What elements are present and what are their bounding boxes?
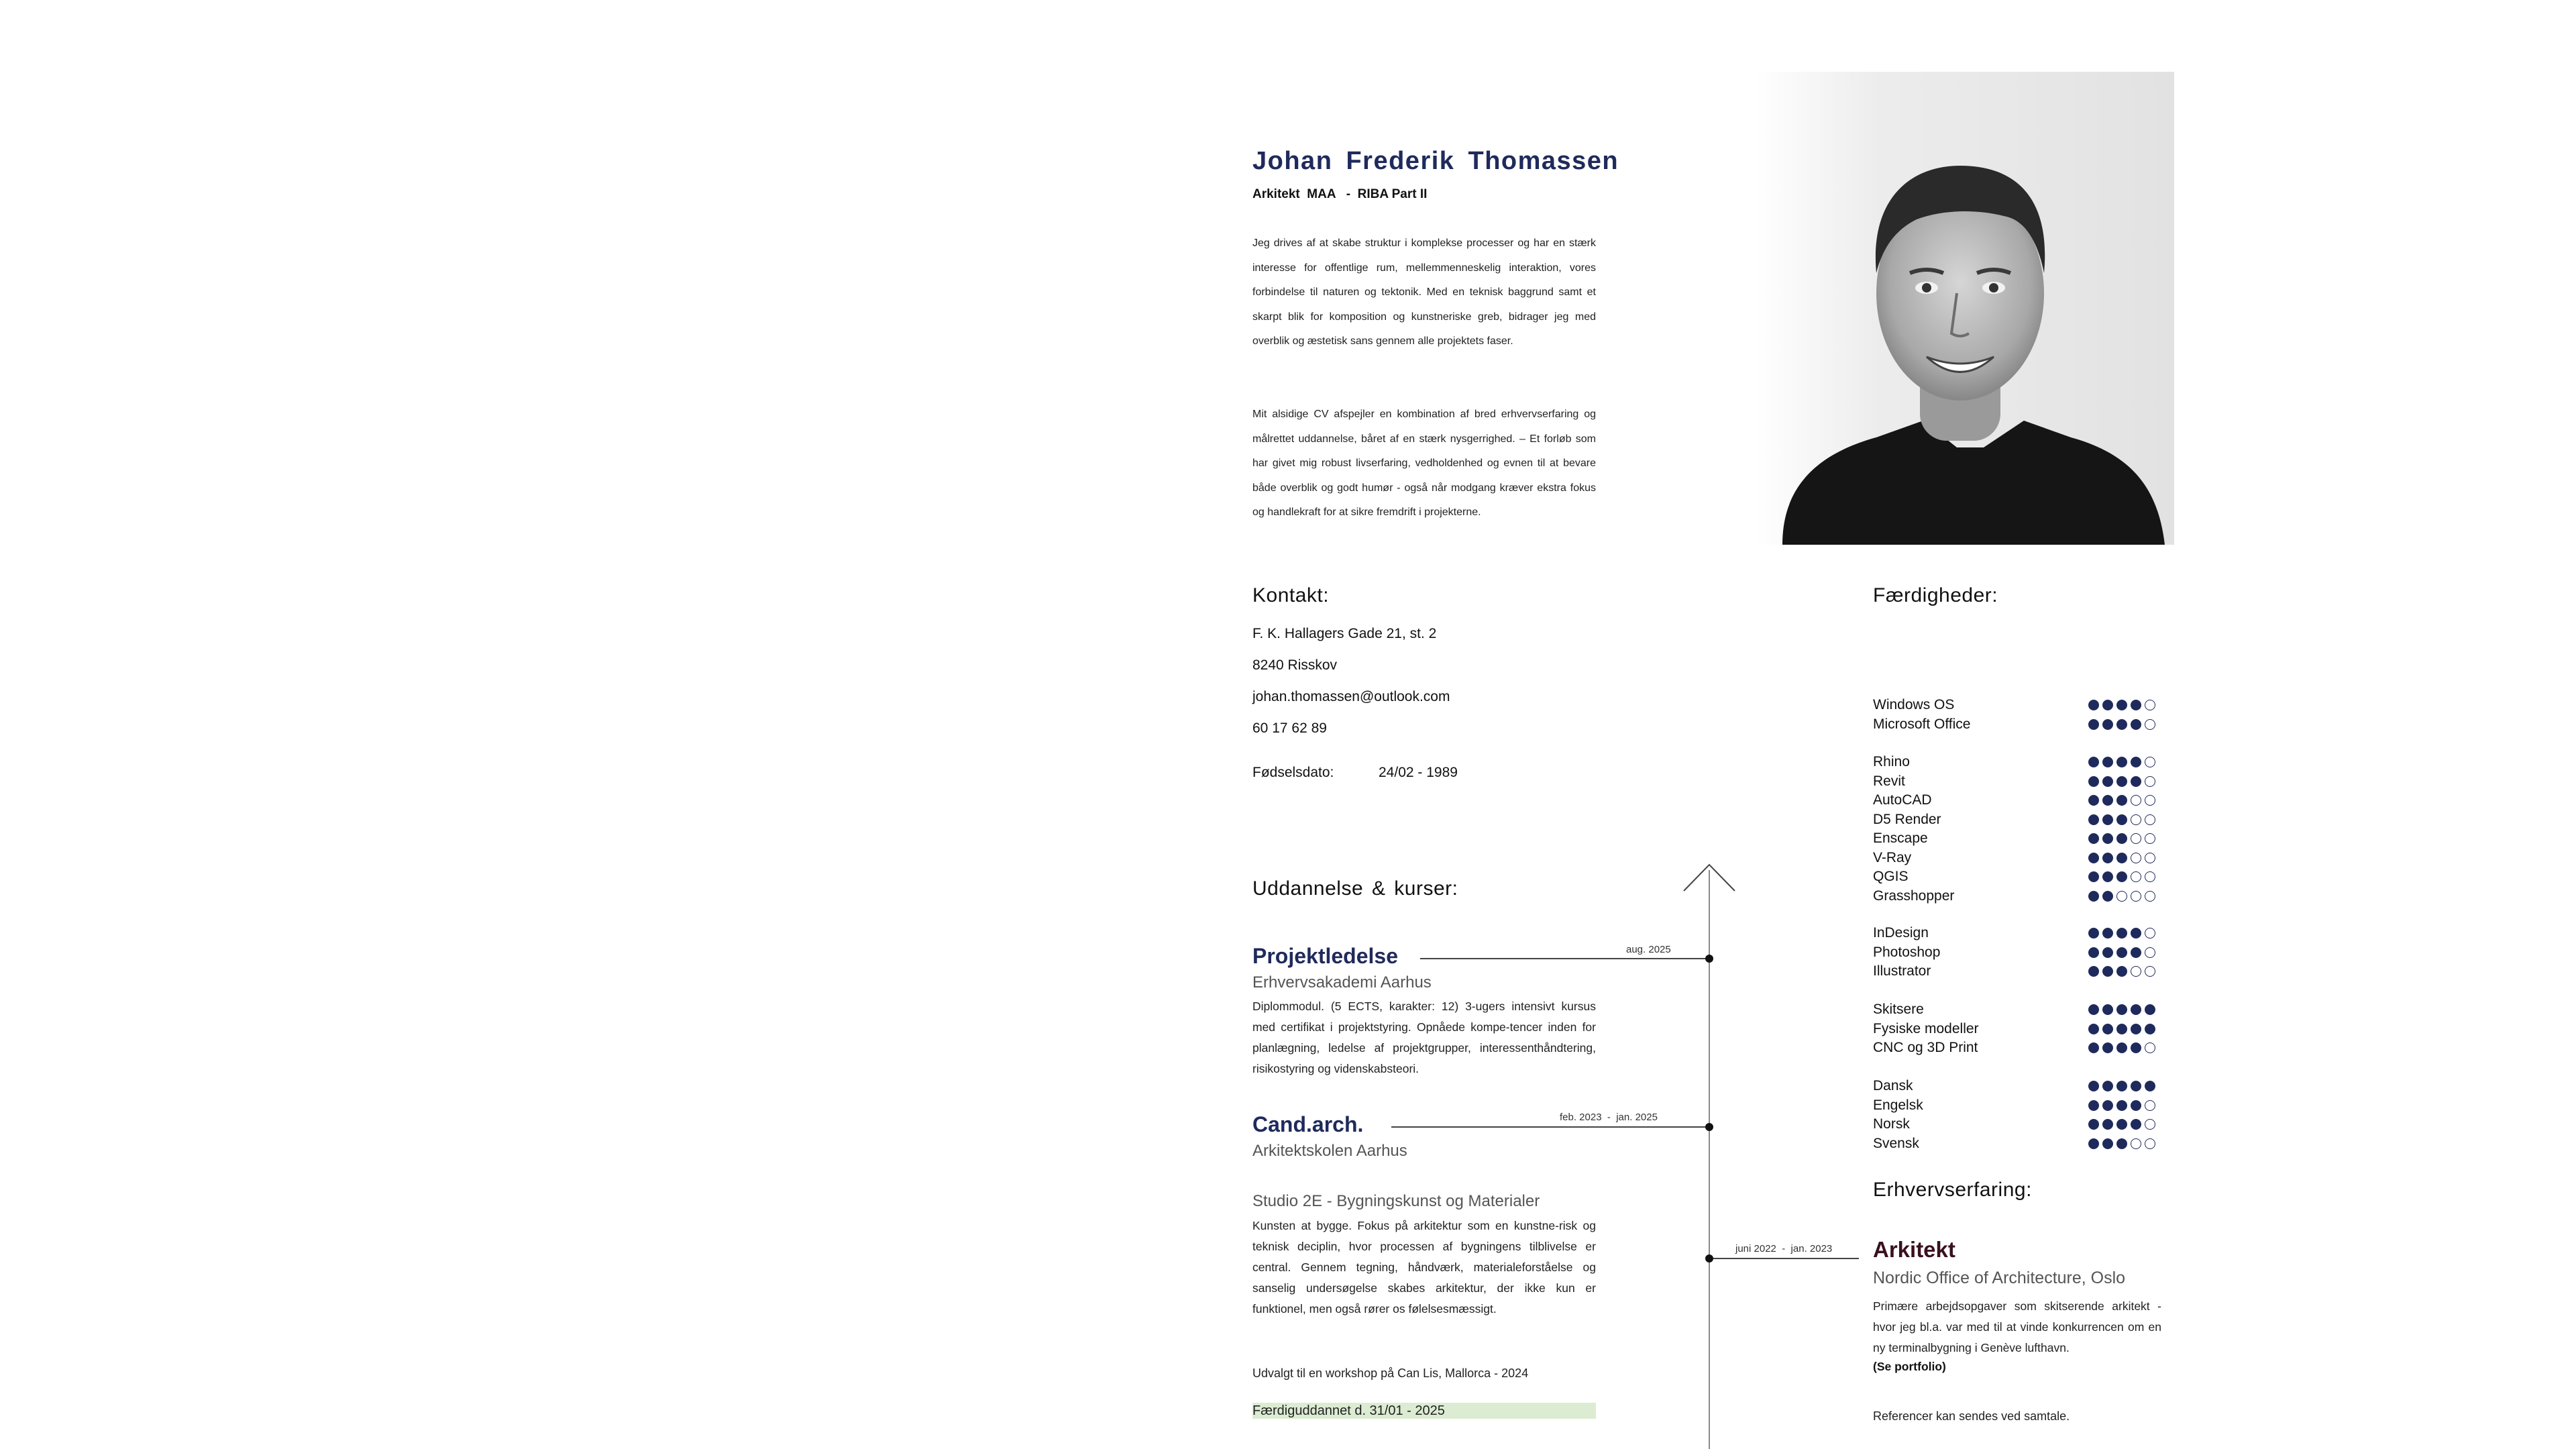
rating-dot-filled <box>2088 795 2099 806</box>
rating-dot-filled <box>2088 757 2099 767</box>
portrait-photo <box>1756 72 2174 545</box>
rating-dot-empty <box>2131 1138 2141 1149</box>
rating-dot-filled <box>2131 700 2141 710</box>
skill-label: CNC og 3D Print <box>1873 1040 1978 1055</box>
timeline-arrow-icon <box>1683 863 1735 892</box>
skill-label: InDesign <box>1873 925 1929 941</box>
rating-dot-empty <box>2145 891 2155 902</box>
rating-dot-empty <box>2145 719 2155 730</box>
rating-dot-filled <box>2116 776 2127 787</box>
rating-dot-filled <box>2088 814 2099 825</box>
contact-phone: 60 17 62 89 <box>1252 720 1327 736</box>
contact-city: 8240 Risskov <box>1252 657 1338 673</box>
rating-dot-filled <box>2116 1004 2127 1015</box>
experience-date: juni 2022 - jan. 2023 <box>1735 1243 1833 1254</box>
rating-dot-empty <box>2145 947 2155 958</box>
education-heading: Uddannelse & kurser: <box>1252 877 1458 900</box>
rating-dot-empty <box>2145 1138 2155 1149</box>
skill-rating <box>2088 719 2155 730</box>
rating-dot-filled <box>2088 947 2099 958</box>
skill-label: AutoCAD <box>1873 792 1932 808</box>
rating-dot-filled <box>2131 1119 2141 1130</box>
rating-dot-filled <box>2088 700 2099 710</box>
skill-rating <box>2088 833 2155 844</box>
rating-dot-filled <box>2131 1081 2141 1091</box>
contact-address: F. K. Hallagers Gade 21, st. 2 <box>1252 626 1437 641</box>
rating-dot-filled <box>2116 833 2127 844</box>
skill-row <box>1873 697 2094 714</box>
skill-label: Windows OS <box>1873 697 1955 712</box>
skill-row <box>1873 1136 2094 1153</box>
rating-dot-empty <box>2145 1100 2155 1111</box>
skill-rating <box>2088 891 2155 902</box>
skill-row <box>1873 1040 2094 1057</box>
education-date-1: aug. 2025 <box>1626 944 1671 955</box>
skill-row <box>1873 850 2094 867</box>
rating-dot-filled <box>2102 757 2113 767</box>
rating-dot-filled <box>2102 1138 2113 1149</box>
dob-label: Fødselsdato: <box>1252 765 1334 780</box>
skill-row <box>1873 945 2094 962</box>
skill-rating <box>2088 947 2155 958</box>
rating-dot-filled <box>2102 1042 2113 1053</box>
education-date-2: feb. 2023 - jan. 2025 <box>1560 1112 1658 1123</box>
skill-rating <box>2088 1081 2155 1091</box>
skill-rating <box>2088 1042 2155 1053</box>
skill-label: Svensk <box>1873 1135 1919 1151</box>
rating-dot-filled <box>2102 719 2113 730</box>
experience-description: Primære arbejdsopgaver som skitserende arkitekt - hvor jeg bl.a. var med til at vinde konkurrencen om en ny terminalbygning i Genève lufthavn. <box>1873 1299 2161 1354</box>
graduation-note: Færdiguddannet d. 31/01 - 2025 <box>1252 1403 1596 1419</box>
rating-dot-empty <box>2145 853 2155 863</box>
rating-dot-filled <box>2102 1081 2113 1091</box>
rating-dot-empty <box>2131 891 2141 902</box>
rating-dot-filled <box>2088 833 2099 844</box>
rating-dot-filled <box>2131 757 2141 767</box>
skill-rating <box>2088 1004 2155 1015</box>
skill-label: Fysiske modeller <box>1873 1020 1979 1036</box>
rating-dot-filled <box>2131 1100 2141 1111</box>
skill-label: Revit <box>1873 773 1905 789</box>
contact-email[interactable]: johan.thomassen@outlook.com <box>1252 689 1450 704</box>
rating-dot-filled <box>2088 1081 2099 1091</box>
rating-dot-filled <box>2102 966 2113 977</box>
rating-dot-filled <box>2102 871 2113 882</box>
rating-dot-filled <box>2102 1100 2113 1111</box>
skill-rating <box>2088 1100 2155 1111</box>
experience-heading: Erhvervserfaring: <box>1873 1179 2032 1201</box>
skill-row <box>1873 830 2094 848</box>
rating-dot-filled <box>2102 1024 2113 1034</box>
rating-dot-filled <box>2116 1119 2127 1130</box>
education-workshop: Udvalgt til en workshop på Can Lis, Mallorca - 2024 <box>1252 1366 1529 1380</box>
education-title-2: Cand.arch. <box>1252 1112 1364 1136</box>
rating-dot-filled <box>2088 891 2099 902</box>
skill-label: Dansk <box>1873 1078 1913 1093</box>
rating-dot-filled <box>2131 776 2141 787</box>
skills-heading: Færdigheder: <box>1873 584 1998 606</box>
rating-dot-filled <box>2116 1100 2127 1111</box>
rating-dot-filled <box>2088 871 2099 882</box>
skill-row <box>1873 754 2094 771</box>
rating-dot-filled <box>2088 719 2099 730</box>
rating-dot-filled <box>2102 700 2113 710</box>
rating-dot-filled <box>2131 1024 2141 1034</box>
rating-dot-filled <box>2102 947 2113 958</box>
skill-label: Microsoft Office <box>1873 716 1971 732</box>
rating-dot-filled <box>2088 776 2099 787</box>
skill-label: QGIS <box>1873 869 1909 884</box>
rating-dot-empty <box>2145 966 2155 977</box>
skill-row <box>1873 716 2094 734</box>
rating-dot-filled <box>2116 719 2127 730</box>
rating-dot-filled <box>2102 928 2113 938</box>
skill-rating <box>2088 1024 2155 1034</box>
rating-dot-filled <box>2088 1024 2099 1034</box>
skill-rating <box>2088 928 2155 938</box>
rating-dot-filled <box>2088 1004 2099 1015</box>
rating-dot-empty <box>2145 1119 2155 1130</box>
skill-label: Illustrator <box>1873 963 1931 979</box>
experience-organization: Nordic Office of Architecture, Oslo <box>1873 1269 2126 1287</box>
rating-dot-filled <box>2145 1004 2155 1015</box>
timeline-dot-1 <box>1705 955 1713 963</box>
skill-label: Grasshopper <box>1873 888 1955 904</box>
skill-label: Enscape <box>1873 830 1928 846</box>
skill-label: Engelsk <box>1873 1097 1923 1113</box>
rating-dot-filled <box>2102 853 2113 863</box>
timeline-dot-2 <box>1705 1123 1713 1131</box>
rating-dot-empty <box>2131 814 2141 825</box>
skill-rating <box>2088 871 2155 882</box>
intro-paragraph-1: Jeg drives af at skabe struktur i komplekse processer og har en stærk interesse for offentlige rum, mellemmenneskelig interaktion, vores forbindelse til naturen og tektonik. Med en teknisk baggrund samt et skarpt blik for komposition og kunstneriske greb, bidrager jeg med overblik og æstetisk sans gennem alle projektets faser. <box>1252 237 1596 347</box>
rating-dot-filled <box>2116 966 2127 977</box>
rating-dot-empty <box>2145 757 2155 767</box>
skill-label: Photoshop <box>1873 944 1941 960</box>
education-studio-2: Studio 2E - Bygningskunst og Materialer <box>1252 1192 1540 1210</box>
skill-rating <box>2088 795 2155 806</box>
rating-dot-empty <box>2145 1042 2155 1053</box>
rating-dot-empty <box>2116 891 2127 902</box>
rating-dot-filled <box>2088 1138 2099 1149</box>
person-name: Johan Frederik Thomassen <box>1252 147 1619 175</box>
skill-rating <box>2088 966 2155 977</box>
rating-dot-filled <box>2131 1042 2141 1053</box>
rating-dot-filled <box>2088 928 2099 938</box>
rating-dot-filled <box>2131 719 2141 730</box>
skill-row <box>1873 812 2094 829</box>
education-institution-2: Arkitektskolen Aarhus <box>1252 1142 1407 1160</box>
rating-dot-empty <box>2131 871 2141 882</box>
rating-dot-empty <box>2145 795 2155 806</box>
skill-label: D5 Render <box>1873 811 1941 827</box>
rating-dot-filled <box>2131 947 2141 958</box>
rating-dot-empty <box>2131 795 2141 806</box>
skill-rating <box>2088 1138 2155 1149</box>
skill-rating <box>2088 757 2155 767</box>
timeline-dot-3 <box>1705 1254 1713 1263</box>
skill-label: Norsk <box>1873 1116 1910 1132</box>
rating-dot-filled <box>2116 871 2127 882</box>
rating-dot-filled <box>2116 1081 2127 1091</box>
rating-dot-empty <box>2145 776 2155 787</box>
rating-dot-filled <box>2116 1138 2127 1149</box>
rating-dot-filled <box>2102 833 2113 844</box>
education-description-2: Kunsten at bygge. Fokus på arkitektur som en kunstne-risk og teknisk deciplin, hvor processen af bygningens tilblivelse er central. Gennem tegning, håndværk, materialeforståelse og sanselig undersøgelse skabes arkitektur, der ikke kun er funktionel, men også rører os følelsesmæssigt. <box>1252 1219 1596 1316</box>
skill-row <box>1873 1097 2094 1115</box>
rating-dot-filled <box>2145 1081 2155 1091</box>
skill-label: Skitsere <box>1873 1002 1924 1017</box>
education-description-1: Diplommodul. (5 ECTS, karakter: 12) 3-ugers intensivt kursus med certifikat i projektstyring. Opnåede kompe-tencer inden for planlægning, ledelse af projektgrupper, interessenthåndtering, risikostyring og videnskabsteori. <box>1252 1000 1596 1075</box>
rating-dot-filled <box>2116 947 2127 958</box>
rating-dot-filled <box>2102 1119 2113 1130</box>
experience-connector <box>1709 1258 1859 1259</box>
references-note: Referencer kan sendes ved samtale. <box>1873 1409 2070 1423</box>
skill-rating <box>2088 1119 2155 1130</box>
rating-dot-filled <box>2088 1119 2099 1130</box>
rating-dot-empty <box>2145 928 2155 938</box>
rating-dot-filled <box>2116 1042 2127 1053</box>
education-connector-1 <box>1420 958 1710 959</box>
skill-row <box>1873 1002 2094 1019</box>
rating-dot-filled <box>2088 966 2099 977</box>
intro-paragraph-2: Mit alsidige CV afspejler en kombination af bred erhvervserfaring og målrettet uddannelse, båret af en stærk nysgerrighed. – Et forløb som har givet mig robust livserfaring, vedholdenhed og evnen til at bevare både overblik og godt humør - også når modgang kræver ekstra fokus og handlekraft for at sikre fremdrift i projekterne. <box>1252 409 1596 518</box>
rating-dot-filled <box>2088 1100 2099 1111</box>
rating-dot-filled <box>2102 891 2113 902</box>
contact-heading: Kontakt: <box>1252 584 1330 606</box>
rating-dot-filled <box>2131 1004 2141 1015</box>
skill-row <box>1873 963 2094 981</box>
skill-row <box>1873 1078 2094 1095</box>
rating-dot-filled <box>2131 928 2141 938</box>
rating-dot-filled <box>2145 1024 2155 1034</box>
rating-dot-filled <box>2102 776 2113 787</box>
rating-dot-empty <box>2145 871 2155 882</box>
rating-dot-empty <box>2145 700 2155 710</box>
skill-row <box>1873 1116 2094 1134</box>
skill-rating <box>2088 700 2155 710</box>
skill-row <box>1873 925 2094 943</box>
rating-dot-filled <box>2116 928 2127 938</box>
skill-rating <box>2088 814 2155 825</box>
portfolio-note: (Se portfolio) <box>1873 1360 1946 1373</box>
skill-label: V-Ray <box>1873 849 1912 865</box>
cv-page <box>1239 72 2174 1449</box>
professional-title: Arkitekt MAA - RIBA Part II <box>1252 187 1428 201</box>
education-institution-1: Erhvervsakademi Aarhus <box>1252 973 1432 991</box>
rating-dot-filled <box>2116 853 2127 863</box>
rating-dot-empty <box>2145 833 2155 844</box>
dob-value: 24/02 - 1989 <box>1379 765 1458 780</box>
rating-dot-filled <box>2102 814 2113 825</box>
rating-dot-filled <box>2116 757 2127 767</box>
rating-dot-empty <box>2131 833 2141 844</box>
rating-dot-filled <box>2088 853 2099 863</box>
rating-dot-empty <box>2131 853 2141 863</box>
rating-dot-empty <box>2145 814 2155 825</box>
rating-dot-filled <box>2116 795 2127 806</box>
skill-row <box>1873 792 2094 810</box>
skill-row <box>1873 1021 2094 1038</box>
rating-dot-filled <box>2102 795 2113 806</box>
skill-rating <box>2088 776 2155 787</box>
skill-row <box>1873 888 2094 906</box>
skill-row <box>1873 773 2094 791</box>
rating-dot-filled <box>2088 1042 2099 1053</box>
experience-title: Arkitekt <box>1873 1237 1955 1262</box>
rating-dot-filled <box>2116 1024 2127 1034</box>
education-title-1: Projektledelse <box>1252 944 1398 968</box>
education-connector-2 <box>1391 1126 1710 1128</box>
skill-rating <box>2088 853 2155 863</box>
rating-dot-empty <box>2131 966 2141 977</box>
rating-dot-filled <box>2116 700 2127 710</box>
rating-dot-filled <box>2116 814 2127 825</box>
skill-label: Rhino <box>1873 754 1910 769</box>
rating-dot-filled <box>2102 1004 2113 1015</box>
skill-row <box>1873 869 2094 886</box>
